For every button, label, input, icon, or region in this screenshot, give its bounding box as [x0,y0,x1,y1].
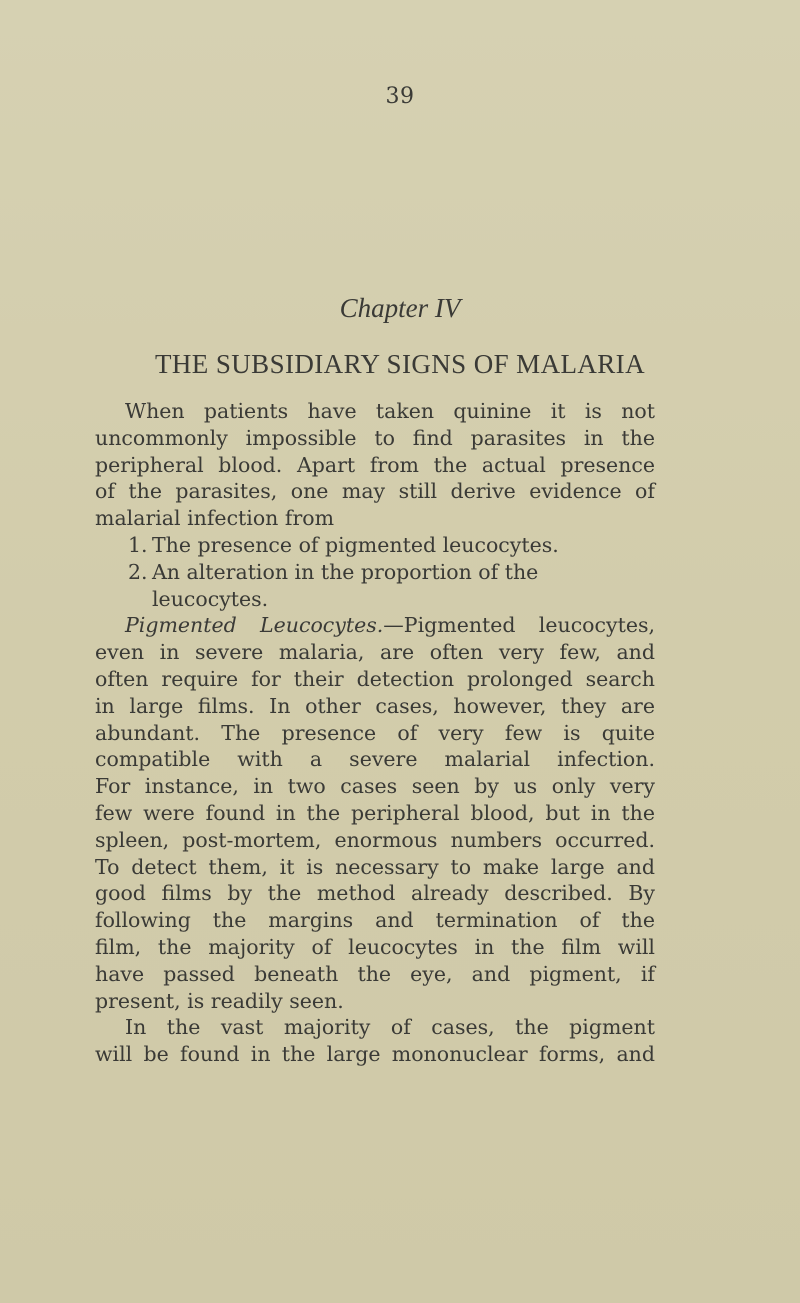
list-item-continuation: leucocytes. [152,586,269,611]
intro-line: uncommonly impossible to find parasites in the [95,425,655,450]
list-item-text: The presence of pigmented leucocytes. [152,532,559,557]
section-line: following the margins and termination of the [95,908,655,933]
section-line: present, is readily seen. [95,988,344,1013]
section-line: abundant. The presence of very few is quite [95,720,655,745]
body-text [95,398,655,1068]
list-number: 2. [128,559,148,584]
list-number: 1. [128,532,148,557]
section-line: To detect them, it is necessary to make large and [95,854,655,879]
final-line: In the vast majority of cases, the pigment [125,1015,655,1040]
section-line: in large films. In other cases, however, they are [95,693,655,718]
section-line: have passed beneath the eye, and pigment, if [95,961,655,986]
intro-line: malarial infection from [95,506,335,531]
final-line: will be found in the large mononuclear forms, and [95,1042,655,1067]
section-line: even in severe malaria, are often very few, and [95,640,655,665]
section-run-head: Pigmented Leucocytes. [125,613,384,638]
section-line: compatible with a severe malarial infection. [95,747,655,772]
section-first-line-rest: —Pigmented leucocytes, [383,613,655,638]
section-line: spleen, post-mortem, enormous numbers occurred. [95,827,655,852]
section-line: often require for their detection prolonged search [95,666,655,691]
section-line: For instance, in two cases seen by us only very [95,774,655,799]
chapter-heading: THE SUBSIDIARY SIGNS OF MALARIA [155,349,645,379]
intro-line: peripheral blood. Apart from the actual presence [95,452,655,477]
section-line: few were found in the peripheral blood, but in the [95,800,655,825]
chapter-label: Chapter IV [339,293,461,323]
section-first-line [95,612,655,639]
list-item-text: An alteration in the proportion of the [152,559,539,584]
section-line: film, the majority of leucocytes in the film will [95,934,655,959]
intro-line: When patients have taken quinine it is not [125,399,655,423]
list-item [95,532,655,559]
section-line: good films by the method already described. By [95,881,655,906]
page-number: 39 [385,84,415,109]
list-item [95,559,655,586]
intro-line: of the parasites, one may still derive evidence of [95,479,655,504]
